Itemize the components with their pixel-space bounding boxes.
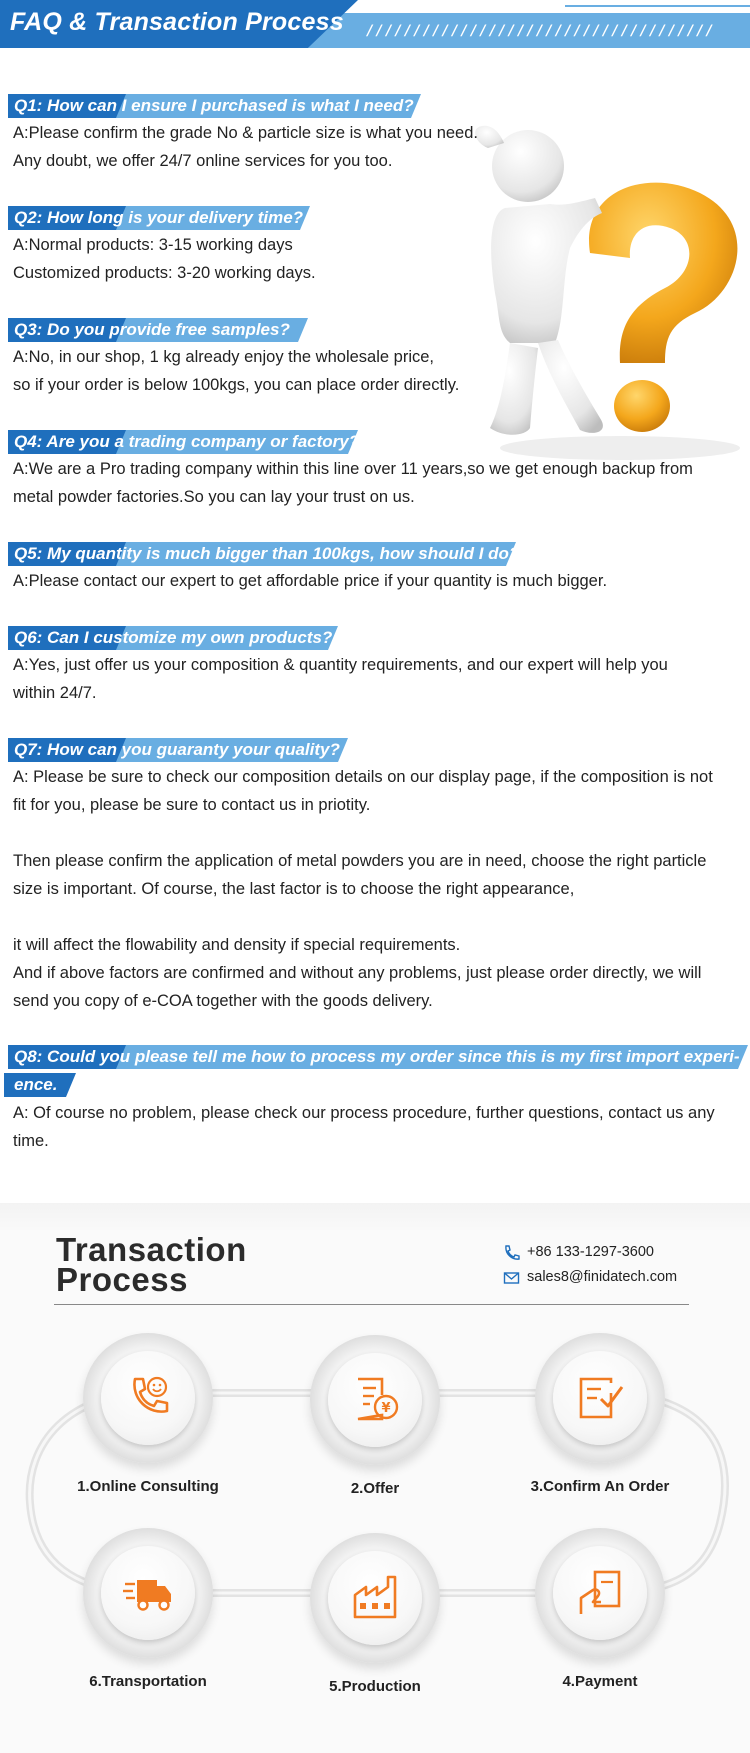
faq-question-1-text: Q1: How can I ensure I purchased is what I need? (14, 96, 414, 115)
step-label: 4.Payment (562, 1673, 638, 1690)
answer-line: send you copy of e-COA together with the goods delivery. (13, 992, 433, 1010)
process-title-line-2: Process (56, 1261, 188, 1298)
answer-line: A:We are a Pro trading company within this line over 11 years,so we get enough backup from (13, 460, 693, 478)
answer-line: A: Of course no problem, please check our process procedure, further questions, contact us any (13, 1104, 715, 1122)
faq-question-2-text: Q2: How long is your delivery time? (14, 208, 304, 227)
checklist-icon (575, 1373, 625, 1423)
answer-line: A:No, in our shop, 1 kg already enjoy the wholesale price, (13, 348, 434, 366)
delivery-truck-icon (123, 1568, 173, 1618)
faq-answer-3 (13, 343, 738, 399)
phone-chat-icon (123, 1373, 173, 1423)
faq-question-2 (8, 206, 310, 230)
step-label: 3.Confirm An Order (530, 1478, 670, 1495)
faq-question-6 (8, 626, 338, 650)
payment-card-icon (575, 1568, 625, 1618)
banner-hatch: ///////////////////////////////////// (366, 23, 715, 39)
email-address: sales8@finidatech.com (527, 1269, 678, 1285)
answer-spacer (13, 903, 738, 931)
step-label: 2.Offer (350, 1480, 400, 1497)
answer-line: A:Please confirm the grade No & particle size is what you need. (13, 124, 478, 142)
faq-answer-2 (13, 231, 738, 287)
answer-spacer (13, 819, 738, 847)
faq-question-1 (8, 94, 421, 118)
answer-line: A:Please contact our expert to get affordable price if your quantity is much bigger. (13, 572, 608, 590)
answer-line: metal powder factories.So you can lay your trust on us. (13, 488, 415, 506)
faq-answer-5 (13, 567, 738, 595)
faq-question-7 (8, 738, 348, 762)
factory-icon (350, 1573, 400, 1623)
answer-line: And if above factors are confirmed and without any problems, just please order directly, we will (13, 964, 702, 982)
answer-line: Any doubt, we offer 24/7 online services for you too. (13, 152, 393, 170)
step-label: 1.Online Consulting (77, 1478, 219, 1495)
process-title-line-1: Transaction (56, 1231, 247, 1268)
faq-question-4 (8, 430, 358, 454)
answer-line: A:Yes, just offer us your composition & quantity requirements, and our expert will help you (13, 656, 668, 674)
phone-number: +86 133-1297-3600 (527, 1244, 654, 1260)
faq-question-3-text: Q3: Do you provide free samples? (14, 320, 290, 339)
faq-answer-6 (13, 651, 738, 707)
faq-question-8-continued (4, 1073, 76, 1097)
faq-question-8-text: Q8: Could you please tell me how to process my order since this is my first import experi- (14, 1047, 740, 1066)
faq-question-5 (8, 542, 520, 566)
page-title: FAQ & Transaction Process (10, 8, 344, 36)
answer-line: Customized products: 3-20 working days. (13, 264, 316, 282)
faq-question-8 (8, 1045, 748, 1069)
faq-answer-4 (13, 455, 738, 511)
answer-line: A: Please be sure to check our composition details on our display page, if the composition is not (13, 768, 713, 786)
faq-question-5-text: Q5: My quantity is much bigger than 100kgs, how should I do? (14, 544, 520, 563)
step-label: 5.Production (329, 1678, 421, 1695)
answer-line: within 24/7. (13, 684, 97, 702)
transaction-process-section (0, 1203, 750, 1753)
svg-text:¥: ¥ (381, 1401, 391, 1416)
answer-line: size is important. Of course, the last factor is to choose the right appearance, (13, 880, 575, 898)
header-banner (0, 0, 750, 48)
faq-answer-1 (13, 119, 738, 175)
step-label: 6.Transportation (89, 1673, 207, 1690)
faq-question-7-text: Q7: How can you guaranty your quality? (14, 740, 340, 759)
answer-line: so if your order is below 100kgs, you can place order directly. (13, 376, 460, 394)
faq-answer-8 (13, 1099, 738, 1155)
answer-line: fit for you, please be sure to contact us in priotity. (13, 796, 371, 814)
answer-line: it will affect the flowability and density if special requirements. (13, 936, 461, 954)
quote-document-icon (350, 1375, 400, 1425)
answer-line: time. (13, 1132, 49, 1150)
faq-question-8-text-2: ence. (14, 1075, 58, 1094)
faq-question-6-text: Q6: Can I customize my own products? (14, 628, 333, 647)
answer-line: A:Normal products: 3-15 working days (13, 236, 293, 254)
faq-answer-7 (13, 763, 738, 1015)
answer-line: Then please confirm the application of metal powders you are in need, choose the right particle (13, 852, 707, 870)
banner-accent-line (565, 5, 750, 7)
faq-question-4-text: Q4: Are you a trading company or factory? (14, 432, 360, 451)
faq-question-3 (8, 318, 308, 342)
